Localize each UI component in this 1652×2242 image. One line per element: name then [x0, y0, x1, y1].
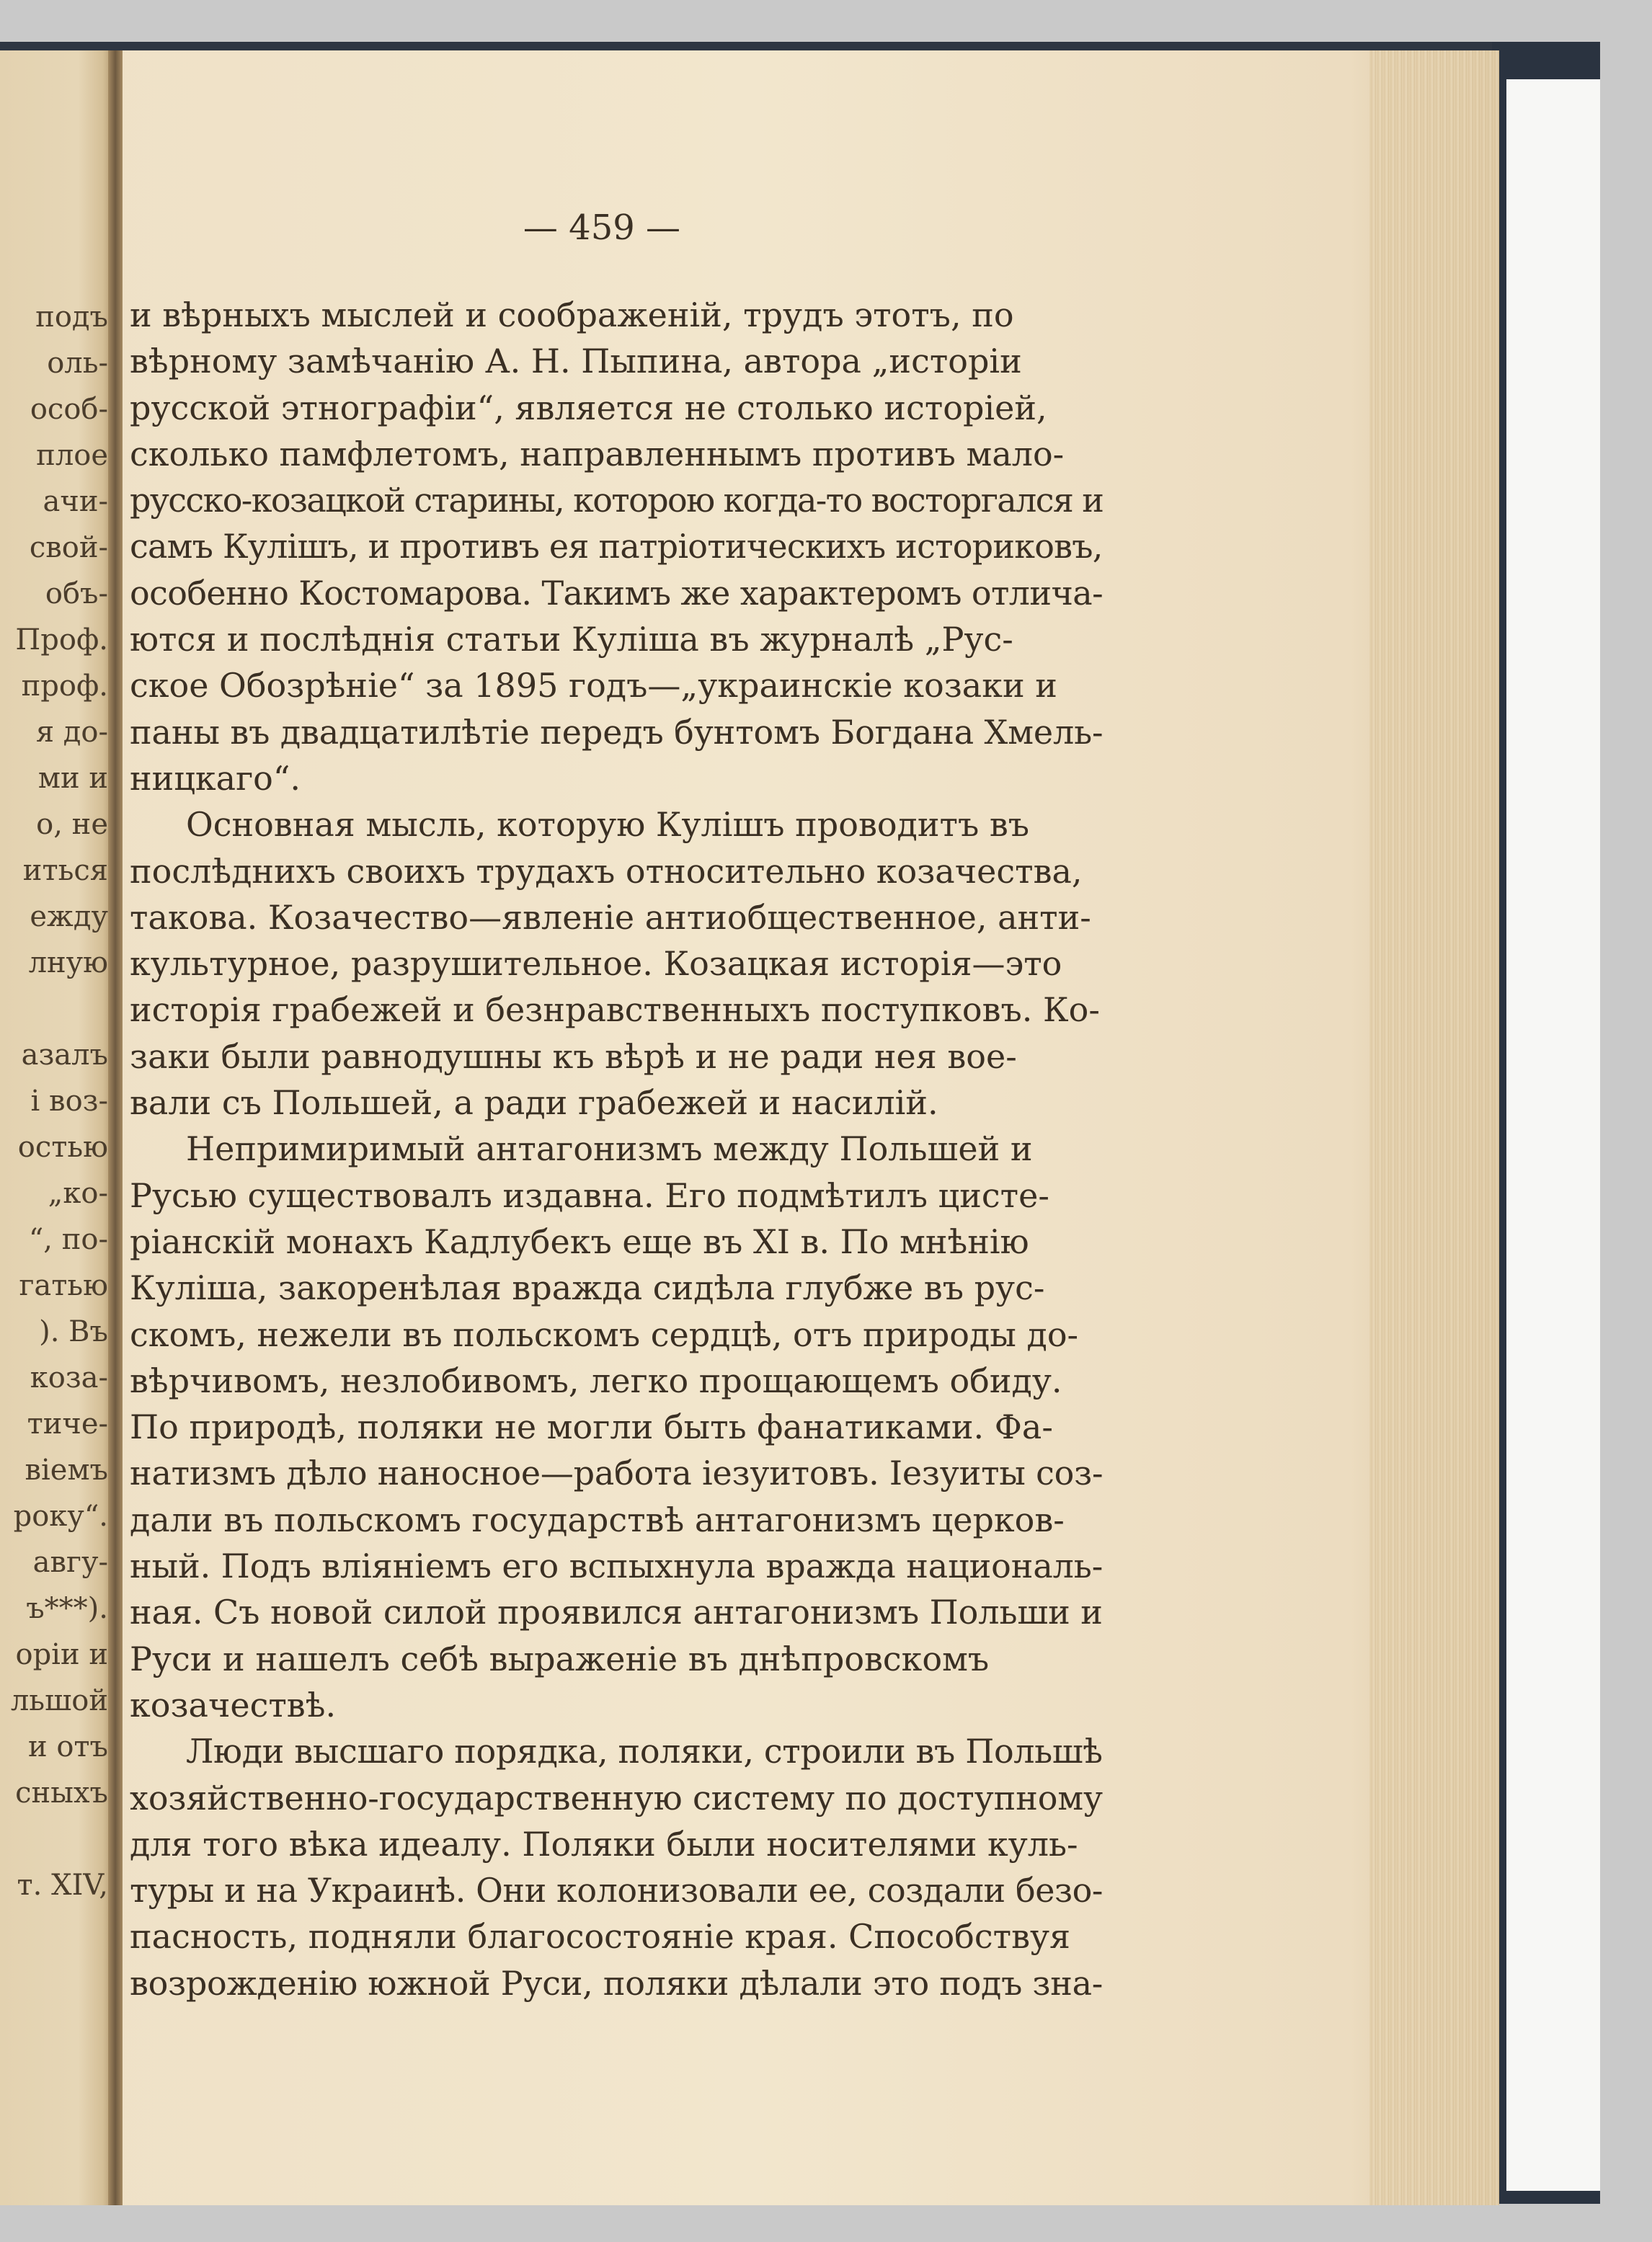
text-line: туры и на Украинѣ. Они колонизовали ее, создали безо- — [130, 1871, 1103, 1910]
previous-page-fragment: Проф. — [15, 623, 108, 657]
previous-page-fragment: лную — [28, 946, 108, 979]
text-line: такова. Козачество—явленіе антиобщественное, анти- — [130, 897, 1091, 937]
text-line: хозяйственно-государственную систему по доступному — [130, 1778, 1103, 1818]
previous-page-fragment: я до- — [35, 716, 108, 749]
text-line: паны въ двадцатилѣтіе передъ бунтомъ Богдана Хмель- — [130, 712, 1103, 752]
previous-page-fragment: року“. — [13, 1500, 108, 1533]
text-line: исторія грабежей и безнравственныхъ поступковъ. Ко- — [130, 990, 1100, 1030]
text-line: самъ Кулішъ, и противъ ея патріотическихъ историковъ, — [130, 527, 1103, 566]
text-line: и вѣрныхъ мыслей и соображеній, трудъ этотъ, по — [130, 295, 1014, 334]
previous-page-fragment: оріи и — [15, 1638, 108, 1671]
previous-page-fragment: т. XIV, — [17, 1869, 108, 1902]
previous-page-fragment: і воз- — [30, 1085, 108, 1118]
previous-page-fragment: и отъ — [27, 1730, 108, 1763]
text-line: возрожденію южной Руси, поляки дѣлали это подъ зна- — [130, 1963, 1103, 2003]
page-text — [130, 292, 1103, 2006]
previous-page-fragment: азалъ — [21, 1038, 108, 1072]
previous-page-strip — [0, 50, 112, 2205]
text-line: Основная мысль, которую Кулішъ проводитъ въ — [186, 805, 1030, 845]
previous-page-fragment: ми и — [37, 762, 108, 795]
text-line: пасность, подняли благосостояніе края. Способствуя — [130, 1917, 1071, 1957]
previous-page-fragment: подъ — [35, 301, 108, 334]
previous-page-fragment: о, не — [36, 808, 108, 841]
text-line: вѣрчивомъ, незлобивомъ, легко прощающемъ обиду. — [130, 1361, 1062, 1400]
text-line: ная. Съ новой силой проявился антагонизмъ Польши и — [130, 1593, 1103, 1632]
previous-page-fragment: сныхъ — [15, 1776, 108, 1810]
text-line: ются и послѣднія статьи Куліша въ журналѣ „Рус- — [130, 620, 1013, 659]
text-line: Куліша, закоренѣлая вражда сидѣла глубже въ рус- — [130, 1268, 1045, 1308]
previous-page-fragment: проф. — [21, 670, 108, 703]
text-line: скомъ, нежели въ польскомъ сердцѣ, отъ природы до- — [130, 1314, 1079, 1354]
text-line: ское Обозрѣніе“ за 1895 годъ—„украинскіе козаки и — [130, 666, 1057, 706]
previous-page-fragment: особ- — [30, 393, 108, 426]
text-line: вѣрному замѣчанію А. Н. Пыпина, автора „исторіи — [130, 342, 1022, 381]
previous-page-fragment: гатью — [19, 1269, 108, 1302]
text-line: натизмъ дѣло наносное—работа іезуитовъ. Іезуиты соз- — [130, 1454, 1103, 1493]
previous-page-fragment: свой- — [29, 531, 108, 564]
previous-page-fragment: ежду — [30, 900, 108, 933]
text-line: вали съ Польшей, а ради грабежей и насилій. — [130, 1083, 938, 1123]
text-line: заки были равнодушны къ вѣрѣ и не ради нея вое- — [130, 1036, 1017, 1076]
text-line: Руси и нашелъ себѣ выраженіе въ днѣпровскомъ — [130, 1639, 990, 1678]
text-line: Люди высшаго порядка, поляки, строили въ Польшѣ — [186, 1732, 1103, 1771]
previous-page-fragment: „ко- — [48, 1177, 108, 1210]
previous-page-fragment: плое — [36, 439, 108, 472]
text-line: По природѣ, поляки не могли быть фанатиками. Фа- — [130, 1407, 1053, 1447]
text-line: русско-козацкой старины, которою когда-то восторгался и — [130, 481, 1103, 520]
text-line: культурное, разрушительное. Козацкая исторія—это — [130, 944, 1062, 984]
text-line: особенно Костомарова. Такимъ же характеромъ отлича- — [130, 573, 1103, 613]
text-line: Непримиримый антагонизмъ между Польшей и — [186, 1129, 1033, 1169]
previous-page-fragment: иться — [22, 854, 108, 887]
scan-margin-right — [1506, 79, 1600, 2191]
previous-page-fragment: ). Въ — [39, 1315, 108, 1348]
previous-page-fragment: объ- — [45, 577, 108, 610]
previous-page-fragment: оль- — [47, 347, 108, 380]
page-number: — 459 — — [523, 208, 681, 248]
previous-page-fragment: тиче- — [27, 1407, 108, 1441]
previous-page-fragment: ачи- — [43, 485, 108, 518]
previous-page-fragment: льшой — [10, 1684, 108, 1717]
text-line: дали въ польскомъ государствѣ антагонизмъ церков- — [130, 1500, 1065, 1539]
book-gutter — [108, 50, 123, 2205]
text-line: сколько памфлетомъ, направленнымъ противъ мало- — [130, 434, 1065, 473]
text-line: послѣднихъ своихъ трудахъ относительно козачества, — [130, 851, 1083, 891]
text-line: Русью существовалъ издавна. Его подмѣтилъ цисте- — [130, 1175, 1049, 1215]
previous-page-fragment: остью — [17, 1131, 108, 1164]
text-line: ріанскій монахъ Кадлубекъ еще въ XI в. По мнѣнію — [130, 1222, 1029, 1261]
previous-page-fragment: коза- — [30, 1361, 108, 1394]
text-line: ный. Подъ вліяніемъ его вспыхнула вражда националь- — [130, 1547, 1103, 1586]
text-line: козачествѣ. — [130, 1685, 337, 1725]
text-line: русской этнографіи“, является не столько исторіей, — [130, 388, 1047, 427]
previous-page-fragment: ъ***). — [26, 1592, 108, 1625]
text-line: для того вѣка идеалу. Поляки были носителями куль- — [130, 1824, 1078, 1864]
previous-page-fragment: “, по- — [28, 1223, 108, 1256]
page-edge — [1369, 50, 1499, 2205]
previous-page-fragment: авгу- — [32, 1546, 108, 1579]
previous-page-fragment: віемъ — [25, 1454, 108, 1487]
text-line: ницкаго“. — [130, 758, 301, 798]
